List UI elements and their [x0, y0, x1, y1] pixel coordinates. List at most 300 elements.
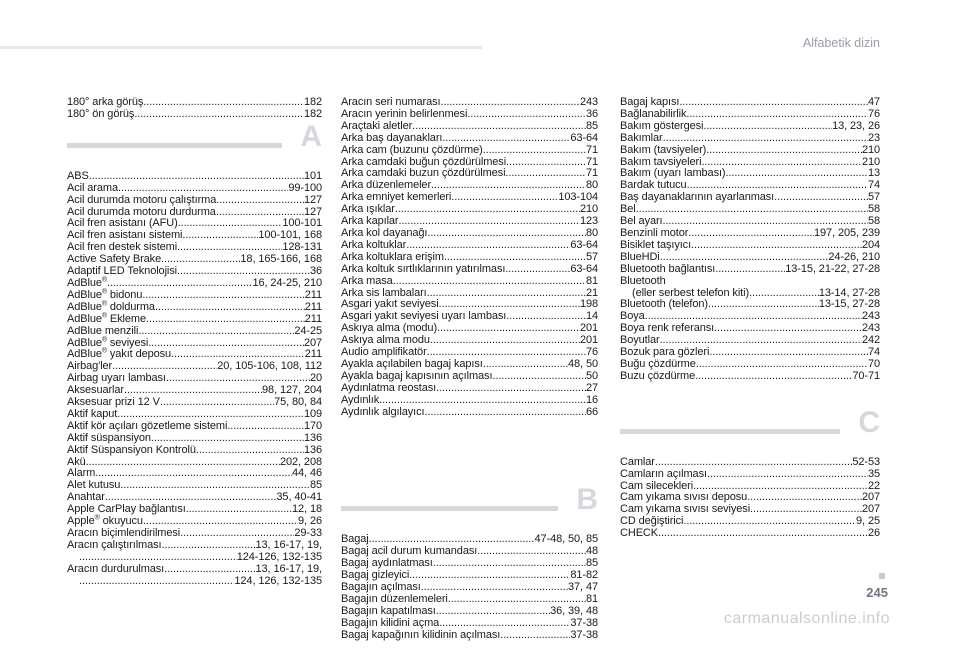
- entry-term: Aydınlatma reostası: [341, 381, 437, 394]
- entry-pages: 243: [861, 310, 880, 323]
- entry-term: (eller serbest telefon kiti): [632, 286, 750, 299]
- leader-dots: [196, 445, 304, 457]
- entry-term: Boya: [620, 310, 645, 323]
- index-entry: [341, 240, 598, 252]
- entry-term: Camlar: [620, 455, 655, 468]
- leader-dots: [395, 204, 580, 216]
- entry-pages: 16: [585, 393, 598, 406]
- entry-term: Boyutlar: [620, 334, 660, 347]
- entry-term: BlueHDi: [620, 250, 660, 263]
- leader-dots: [695, 371, 852, 383]
- entry-pages: 52-53: [852, 455, 880, 468]
- entry-pages: 48: [585, 545, 598, 558]
- entry-term: Araçtaki aletler: [341, 119, 413, 132]
- index-entry: [341, 264, 598, 276]
- entry-pages: 124, 126, 132-135: [234, 574, 322, 587]
- leader-dots: [715, 264, 785, 276]
- entry-term: Asgari yakıt seviyesi uyarı lambası: [341, 310, 507, 323]
- entry-term: Aktif kör açıları gözetleme sistemi: [67, 419, 228, 432]
- entry-pages: 207: [303, 336, 322, 349]
- entry-term: Arka emniyet kemerleri: [341, 191, 452, 204]
- entry-term: Aktif süspansiyon: [67, 431, 151, 444]
- leader-dots: [227, 421, 304, 433]
- leader-dots: [160, 397, 274, 409]
- entry-term: Asgari yakıt seviyesi: [341, 298, 439, 311]
- index-entry: [341, 407, 598, 419]
- index-entry: [620, 192, 880, 204]
- entry-pages: 103-104: [558, 191, 598, 204]
- leader-dots: [750, 504, 862, 516]
- entry-pages: 123: [579, 215, 598, 228]
- entry-pages: 44, 46: [292, 467, 322, 480]
- index-entry: [341, 371, 598, 383]
- entry-term: Aydınlık algılayıcı: [341, 405, 425, 418]
- leader-dots: [714, 323, 862, 335]
- entry-term: Camların açılması: [620, 467, 707, 480]
- entry-term: Bagaj kapağının kilidinin açılması: [341, 628, 501, 641]
- entry-pages: 36, 39, 48: [550, 604, 598, 617]
- index-entry: [620, 240, 880, 252]
- section-spacer: [341, 418, 598, 484]
- leader-dots: [663, 133, 868, 145]
- leader-dots: [636, 204, 868, 216]
- entry-pages: 13-15, 21-22, 27-28: [785, 262, 880, 275]
- leader-dots: [505, 264, 570, 276]
- entry-pages: 58: [867, 215, 880, 228]
- entry-term: ABS: [67, 169, 89, 182]
- entry-pages: 12, 18: [292, 503, 322, 516]
- entry-term: Aracın seri numarası: [341, 96, 441, 108]
- index-entry: [620, 276, 880, 288]
- leader-dots: [142, 290, 304, 302]
- entry-pages: 37-38: [570, 616, 598, 629]
- leader-dots: [406, 240, 570, 252]
- leader-dots: [747, 492, 862, 504]
- leader-dots: [492, 371, 586, 383]
- entry-term: Arka masa: [341, 274, 393, 287]
- entry-pages: 204: [861, 238, 880, 251]
- entry-term: Acil arama: [67, 181, 118, 194]
- index-entry: [620, 252, 880, 264]
- entry-term: Bel ayarı: [620, 215, 663, 228]
- leader-dots: [679, 97, 868, 109]
- entry-term: 180° arka görüş: [67, 96, 144, 108]
- entry-term: Akü: [67, 455, 86, 468]
- entry-pages: 22: [867, 479, 880, 492]
- index-entry: [620, 121, 880, 133]
- index-entry: [620, 516, 880, 528]
- leader-dots: [436, 383, 586, 395]
- leader-dots: [708, 299, 819, 311]
- leader-dots: [86, 457, 280, 469]
- entry-pages: 74: [867, 179, 880, 192]
- entry-pages: 76: [585, 346, 598, 359]
- index-entry: [620, 371, 880, 383]
- index-entry: [341, 133, 598, 145]
- leader-dots: [442, 133, 570, 145]
- leader-dots: [89, 171, 304, 183]
- entry-pages: 9, 25: [856, 515, 880, 528]
- entry-pages: 85: [585, 119, 598, 132]
- index-column-2: [341, 97, 598, 642]
- leader-dots: [437, 323, 580, 335]
- registered-mark: ®: [101, 335, 107, 343]
- entry-term: Cam silecekleri: [620, 479, 694, 492]
- entry-pages: 27: [585, 381, 598, 394]
- entry-term: Cam yıkama sıvısı deposu: [620, 491, 748, 504]
- entry-pages: 13, 23, 26: [832, 119, 880, 132]
- leader-dots: [186, 504, 292, 516]
- entry-term: Aracın biçimlendirilmesi: [67, 527, 181, 539]
- leader-dots: [412, 121, 586, 133]
- entry-pages: 63-64: [570, 238, 598, 251]
- entry-pages: 136: [303, 431, 322, 444]
- entry-term: AdBlue® Ekleme: [67, 312, 146, 325]
- leader-dots: [146, 314, 305, 326]
- leader-dots: [444, 252, 586, 264]
- leader-dots: [138, 326, 294, 338]
- entry-term: Acil fren destek sistemi: [67, 241, 178, 254]
- leader-dots: [436, 606, 550, 618]
- entry-pages: 20: [309, 372, 322, 385]
- index-section: [341, 534, 598, 641]
- index-entry: [620, 299, 880, 311]
- entry-term: AdBlue® bidonu: [67, 288, 143, 301]
- leader-dots: [658, 528, 868, 540]
- entry-term: Bağlanabilirlik: [620, 107, 687, 120]
- entry-pages: 63-64: [570, 131, 598, 144]
- entry-pages: 80: [585, 226, 598, 239]
- entry-pages: 58: [867, 203, 880, 216]
- page-number: 245: [866, 585, 888, 600]
- entry-term: Arka koltuklar: [341, 238, 407, 251]
- header-title: Alfabetik dizin: [802, 36, 880, 50]
- leader-dots: [427, 288, 586, 300]
- leader-dots: [430, 335, 580, 347]
- entry-pages: 57: [585, 250, 598, 263]
- entry-pages: 242: [861, 334, 880, 347]
- leader-dots: [95, 468, 292, 480]
- registered-mark: ®: [101, 347, 107, 355]
- entry-term: Bozuk para gözleri: [620, 346, 710, 359]
- entry-term: Bagaj: [341, 533, 369, 546]
- leader-dots: [749, 288, 819, 300]
- entry-pages: 50: [585, 369, 598, 382]
- leader-dots: [379, 395, 586, 407]
- leader-dots: [134, 109, 304, 121]
- leader-dots: [725, 168, 867, 180]
- section-spacer: [620, 383, 880, 407]
- entry-pages: 198: [579, 298, 598, 311]
- entry-term: Arka cam (buzunu çözdürme): [341, 143, 483, 156]
- entry-term: 180° ön görüş: [67, 107, 135, 120]
- index-entry: [341, 276, 598, 288]
- section-letter: B: [576, 483, 598, 517]
- entry-term: Cam yıkama sıvısı seviyesi: [620, 503, 751, 516]
- leader-dots: [164, 564, 255, 576]
- entry-term: Bagajın kapatılması: [341, 604, 436, 617]
- entry-pages: 76: [867, 107, 880, 120]
- registered-mark: ®: [101, 276, 107, 284]
- entry-term: AdBlue® seviyesi: [67, 335, 149, 349]
- entry-pages: 70-71: [852, 369, 880, 382]
- entry-term: Bagaj gizleyici: [341, 569, 410, 582]
- entry-pages: 81: [585, 274, 598, 287]
- registered-mark: ®: [101, 288, 107, 296]
- entry-pages: 74: [867, 346, 880, 359]
- leader-dots: [683, 516, 856, 528]
- page-marker: [879, 573, 885, 579]
- entry-term: Apple CarPlay bağlantısı: [67, 503, 186, 516]
- entry-pages: 100-101, 168: [258, 229, 322, 242]
- entry-term: CHECK: [620, 527, 659, 540]
- entry-term: Bagajın kilidini açma: [341, 616, 440, 629]
- entry-term: Aracın durdurulması: [67, 562, 165, 575]
- entry-term: AdBlue® yakıt deposu: [67, 347, 172, 361]
- leader-dots: [506, 311, 586, 323]
- entry-pages: 13, 16-17, 19,: [255, 562, 322, 575]
- entry-pages: 211: [304, 288, 322, 301]
- entry-pages: 210: [861, 155, 880, 168]
- entry-term: Bagajın düzenlemeleri: [341, 593, 448, 605]
- index-entry: [341, 395, 598, 407]
- entry-term: Acil durumda motoru çalıştırma: [67, 193, 217, 206]
- index-entry: [67, 195, 322, 207]
- index-entry: [620, 469, 880, 481]
- entry-term: Bakımlar: [620, 131, 663, 144]
- entry-term: Aydınlık: [341, 393, 380, 406]
- entry-term: AdBlue® doldurma: [67, 300, 155, 313]
- entry-pages: 75, 80, 84: [274, 396, 322, 409]
- entry-pages: 36: [585, 107, 598, 120]
- leader-dots: [393, 276, 586, 288]
- index-entry: [620, 145, 880, 157]
- leader-dots: [483, 145, 586, 157]
- entry-pages: 101: [303, 169, 322, 182]
- entry-pages: 128-131: [282, 241, 322, 254]
- entry-term: Alet kutusu: [67, 479, 121, 492]
- header-rule: [0, 46, 482, 49]
- leader-dots: [500, 630, 570, 642]
- index-entry: [341, 252, 598, 264]
- leader-dots: [701, 157, 862, 169]
- index-section: [341, 97, 598, 418]
- entry-term: Bel: [620, 203, 636, 216]
- index-entry: [67, 457, 322, 469]
- entry-pages: 210: [579, 203, 598, 216]
- entry-pages: 23: [867, 131, 880, 144]
- entry-term: Bakım göstergesi: [620, 119, 704, 132]
- entry-pages: 24-26, 210: [828, 250, 880, 263]
- entry-term: Bardak tutucu: [620, 179, 687, 192]
- index-entry: [67, 433, 322, 445]
- entry-term: Alarm: [67, 467, 96, 480]
- entry-term: Arka kol dayanağı: [341, 226, 428, 239]
- leader-dots: [151, 433, 304, 445]
- entry-term: Ayakla bagaj kapısının açılması: [341, 369, 493, 382]
- entry-term: Baş dayanaklarının ayarlanması: [620, 191, 775, 204]
- section-letter: C: [858, 405, 880, 439]
- index-entry: [341, 618, 598, 630]
- index-entry: [67, 183, 322, 195]
- entry-term: Arka camdaki buğun çözdürülmesi: [341, 155, 507, 168]
- entry-term: Bagaj acil durum kumandası: [341, 545, 478, 558]
- leader-dots: [148, 338, 304, 350]
- entry-pages: 48, 50: [568, 357, 598, 370]
- index-entry: [341, 383, 598, 395]
- entry-pages: 35, 40-41: [276, 491, 322, 504]
- entry-term: Bakım (uyarı lambası): [620, 167, 726, 180]
- entry-pages: 29-33: [294, 527, 322, 539]
- entry-pages: 243: [861, 322, 880, 335]
- leader-dots: [409, 570, 570, 582]
- entry-pages: 20, 105-106, 108, 112: [217, 360, 322, 373]
- entry-term: Aktif kaput: [67, 407, 118, 420]
- entry-term: Acil fren asistanı (AFU): [67, 217, 178, 230]
- entry-pages: 47: [867, 96, 880, 108]
- entry-pages: 14: [585, 310, 598, 323]
- entry-pages: 243: [579, 96, 598, 108]
- index-entry: [620, 264, 880, 276]
- index-entry: [341, 145, 598, 157]
- entry-term: Bisiklet taşıyıcı: [620, 238, 692, 251]
- entry-pages: 109: [303, 407, 322, 420]
- leader-dots: [143, 97, 304, 109]
- index-section: [67, 97, 322, 121]
- entry-term: Acil durumda motoru durdurma: [67, 205, 216, 218]
- entry-term: Airbag uyarı lambası: [67, 372, 166, 385]
- entry-term: Bluetooth: [620, 274, 666, 287]
- entry-term: Askıya alma modu: [341, 334, 430, 347]
- index-entry: [341, 121, 598, 133]
- leader-dots: [182, 230, 258, 242]
- index-entry: [67, 421, 322, 433]
- entry-term: AdBlue menzili: [67, 324, 139, 337]
- entry-term: Active Safety Brake: [67, 253, 162, 266]
- entry-pages: 201: [579, 334, 598, 347]
- entry-pages: 124-126, 132-135: [236, 550, 322, 563]
- leader-dots: [774, 192, 868, 204]
- entry-pages: 136: [303, 443, 322, 456]
- entry-term: Arka koltuklara erişim: [341, 250, 444, 263]
- entry-pages: 80: [585, 179, 598, 192]
- entry-pages: 100-101: [282, 217, 322, 230]
- registered-mark: ®: [101, 312, 107, 320]
- entry-term: Anahtar: [67, 491, 105, 504]
- entry-pages: 202, 208: [279, 455, 322, 468]
- leader-dots: [467, 109, 586, 121]
- index-column-3: [620, 97, 880, 540]
- entry-term: Airbag'ler: [67, 360, 113, 373]
- entry-pages: 13, 16-17, 19,: [255, 538, 322, 551]
- entry-term: Bakım (tavsiyeler): [620, 143, 707, 156]
- index-column-1: [67, 97, 322, 588]
- entry-pages: 85: [309, 479, 322, 492]
- leader-dots: [655, 457, 853, 469]
- entry-pages: 13: [867, 167, 880, 180]
- entry-pages: 70: [867, 357, 880, 370]
- entry-pages: 9, 26: [298, 515, 322, 528]
- entry-pages: 127: [303, 205, 322, 218]
- entry-term: Arka kapılar: [341, 215, 399, 228]
- entry-pages: 36: [309, 265, 322, 278]
- entry-pages: 13-14, 27-28: [818, 286, 880, 299]
- entry-term: AdBlue®: [67, 276, 107, 289]
- entry-term: Buğu çözdürme: [620, 357, 696, 370]
- leader-dots: [483, 359, 568, 371]
- leader-dots: [451, 192, 558, 204]
- section-letter: A: [300, 119, 322, 153]
- watermark: carmanualsonline.info: [723, 610, 890, 627]
- letter-divider: [67, 119, 322, 171]
- entry-pages: 182: [303, 96, 322, 108]
- entry-pages: 182: [303, 107, 322, 120]
- index-entry: [67, 445, 322, 457]
- entry-term: Bagaj kapısı: [620, 96, 680, 108]
- entry-term: Bluetooth (telefon): [620, 298, 708, 311]
- entry-term: Aracın yerinin belirlenmesi: [341, 107, 468, 120]
- entry-pages: 85: [585, 557, 598, 570]
- entry-pages: 127: [303, 193, 322, 206]
- entry-pages: 21: [585, 286, 598, 299]
- leader-dots: [427, 228, 586, 240]
- letter-rule: [620, 429, 840, 434]
- entry-term: Aksesuarlar: [67, 384, 124, 397]
- entry-pages: 211: [304, 348, 322, 361]
- letter-rule: [341, 506, 558, 511]
- leader-dots: [691, 240, 862, 252]
- entry-term: Arka baş dayanakları: [341, 131, 443, 144]
- leader-dots: [425, 407, 586, 419]
- index-entry-continuation: [67, 576, 322, 588]
- entry-pages: 37, 47: [568, 581, 598, 594]
- entry-pages: 63-64: [570, 262, 598, 275]
- entry-pages: 18, 165-166, 168: [240, 253, 322, 266]
- entry-pages: 170: [303, 419, 322, 432]
- leader-dots: [706, 145, 862, 157]
- leader-dots: [688, 228, 814, 240]
- entry-term: Arka ışıklar: [341, 203, 395, 216]
- entry-term: Ayakla açılabilen bagaj kapısı: [341, 357, 483, 370]
- entry-term: Arka düzenlemeler: [341, 179, 432, 192]
- leader-dots: [67, 576, 234, 588]
- index-entry: [620, 457, 880, 469]
- leader-dots: [660, 252, 829, 264]
- entry-pages: 201: [579, 322, 598, 335]
- leader-dots: [155, 302, 305, 314]
- entry-term: Arka sis lambaları: [341, 286, 427, 299]
- leader-dots: [118, 183, 288, 195]
- entry-term: Bagajın açılması: [341, 581, 421, 594]
- index-entry: [341, 630, 598, 642]
- registered-mark: ®: [101, 300, 107, 308]
- entry-pages: 99-100: [288, 181, 322, 194]
- index-entry: [67, 109, 322, 121]
- index-section: [620, 97, 880, 383]
- entry-pages: 35: [867, 467, 880, 480]
- entry-pages: 71: [585, 167, 598, 180]
- leader-dots: [505, 168, 586, 180]
- entry-term: Askıya alma (modu): [341, 322, 438, 335]
- entry-term: Arka koltuk sırtlıklarının yatırılması: [341, 262, 506, 275]
- entry-term: Arka camdaki buzun çözdürülmesi: [341, 167, 506, 180]
- entry-pages: 71: [585, 143, 598, 156]
- entry-term: Adaptif LED Teknolojisi: [67, 265, 178, 278]
- entry-term: Acil fren asistanı sistemi: [67, 229, 183, 242]
- index-entry: [620, 133, 880, 145]
- leader-dots: [703, 121, 832, 133]
- leader-dots: [216, 195, 304, 207]
